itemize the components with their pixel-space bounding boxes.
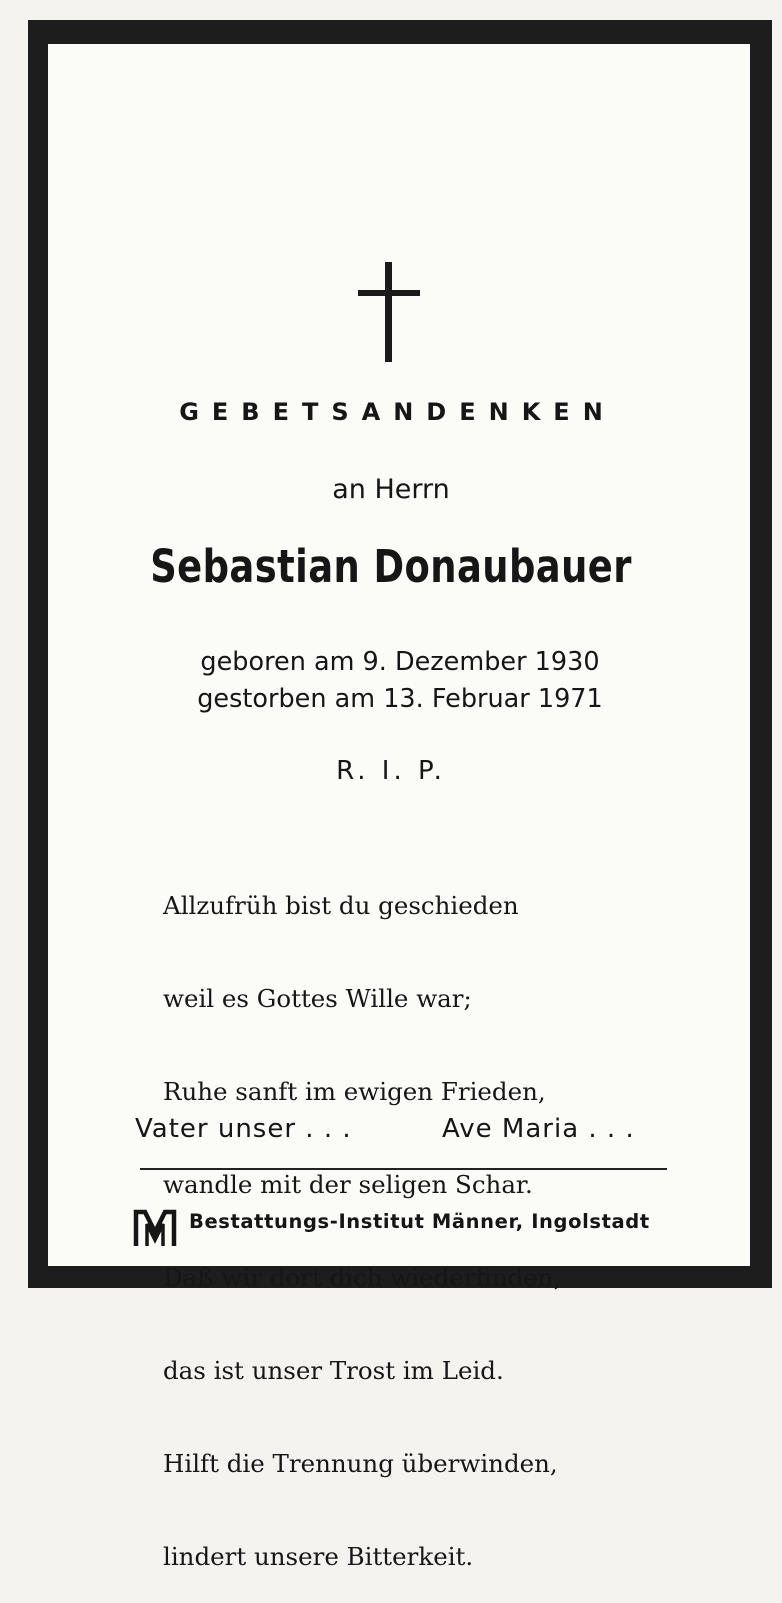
funeral-home-imprint: Bestattungs-Institut Männer, Ingolstadt — [189, 1210, 650, 1233]
prayer-hail-mary: Ave Maria . . . — [442, 1114, 635, 1144]
prayer-our-father: Vater unser . . . — [135, 1114, 352, 1144]
birth-date: geboren am 9. Dezember 1930 — [200, 647, 600, 677]
deceased-name: Sebastian Donaubauer — [150, 540, 632, 593]
divider-rule — [140, 1168, 667, 1170]
salutation: an Herrn — [332, 474, 450, 505]
poem-line: das ist unser Trost im Leid. — [163, 1356, 504, 1385]
poem-line: weil es Gottes Wille war; — [163, 984, 472, 1013]
poem-line: Hilft die Trennung überwinden, — [163, 1449, 558, 1478]
poem-line: Ruhe sanft im ewigen Frieden, — [163, 1077, 546, 1106]
poem-line: lindert unsere Bitterkeit. — [163, 1542, 474, 1571]
card-heading: GEBETSANDENKEN — [179, 398, 616, 426]
death-date: gestorben am 13. Februar 1971 — [197, 684, 603, 714]
poem-line: wandle mit der seligen Schar. — [163, 1170, 533, 1199]
mm-monogram-logo-icon — [133, 1208, 178, 1248]
cross-icon — [358, 262, 420, 362]
poem-line: Allzufrüh bist du geschieden — [163, 891, 519, 920]
rip-text: R. I. P. — [336, 756, 446, 786]
life-dates — [160, 644, 640, 718]
poem-line: Daß wir dort dich wiederfinden, — [163, 1263, 562, 1292]
